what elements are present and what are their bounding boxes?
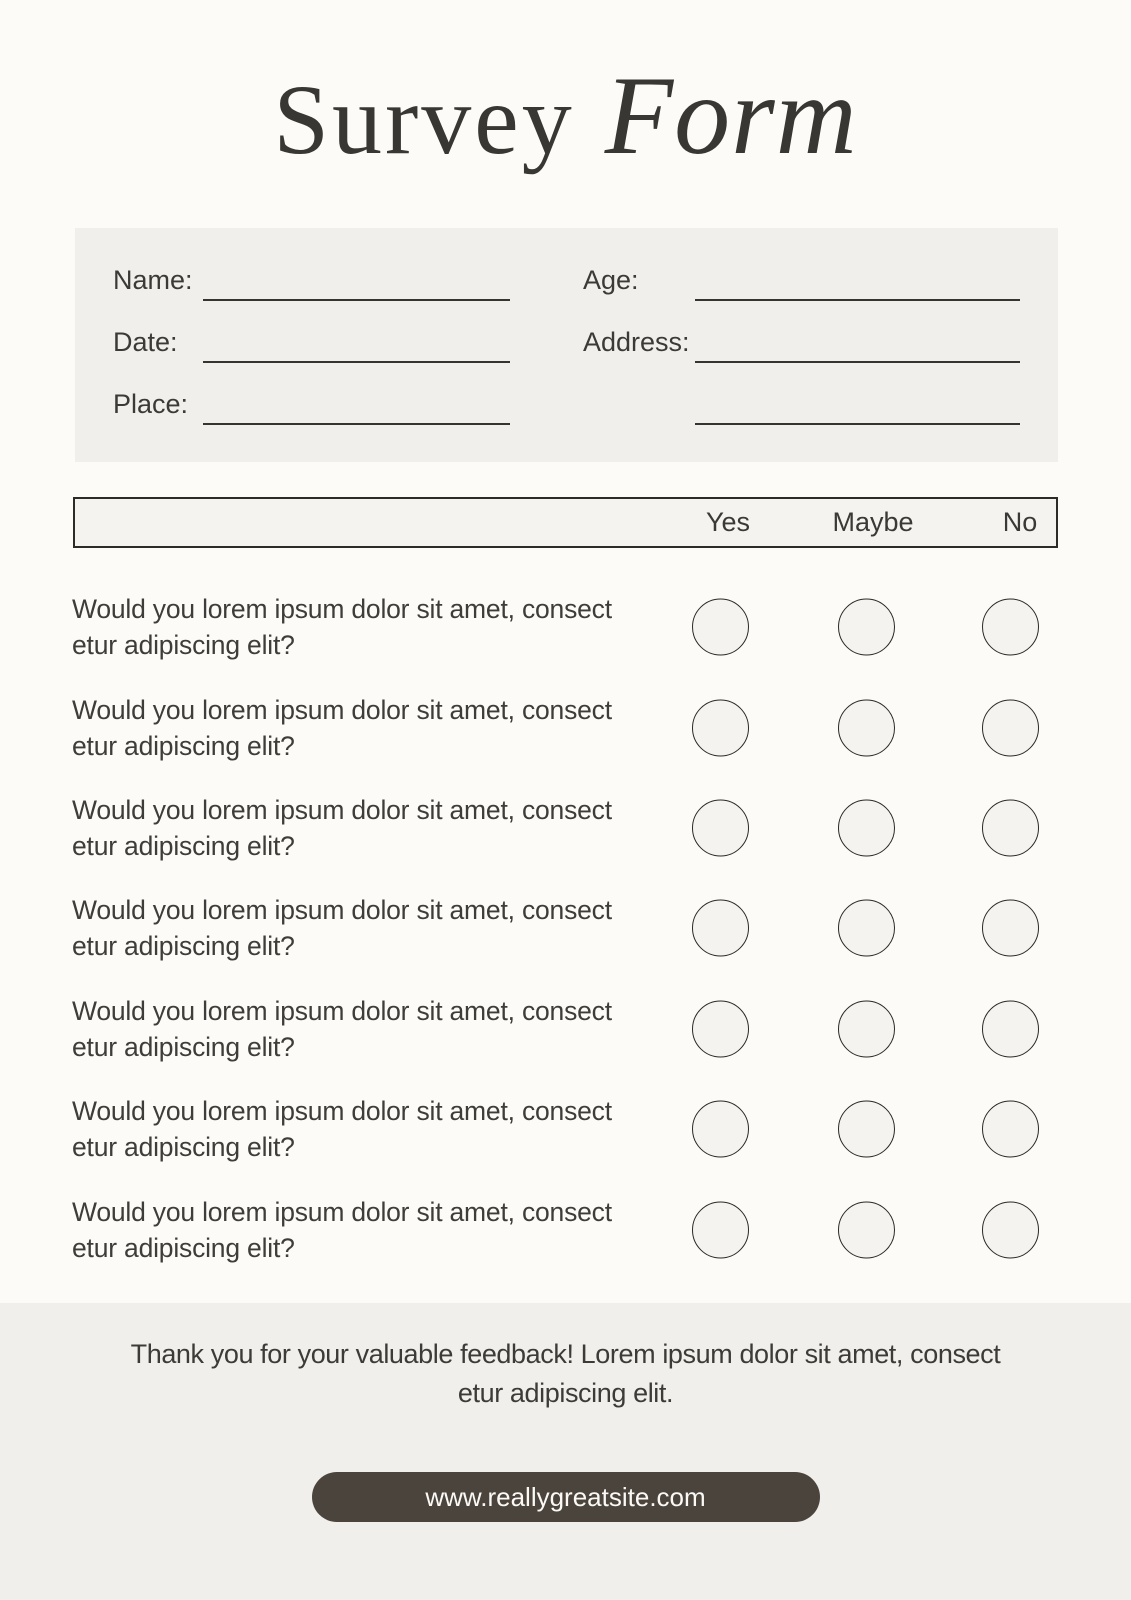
name-field-row <box>113 255 510 301</box>
age-input-line[interactable] <box>695 255 1020 301</box>
maybe-option-circle[interactable] <box>838 599 895 656</box>
question-text <box>72 591 612 663</box>
name-input-line[interactable] <box>203 255 510 301</box>
age-label: Age: <box>583 265 639 295</box>
answer-options-header <box>73 497 1058 548</box>
no-column-header: No <box>1002 507 1038 537</box>
question-line2: etur adipiscing elit? <box>72 1031 295 1062</box>
question-line1: Would you lorem ipsum dolor sit amet, consect <box>72 594 612 625</box>
title-word-survey: Survey <box>273 64 575 175</box>
question-row-6 <box>0 1079 1131 1179</box>
address-input-line[interactable] <box>695 317 1020 363</box>
yes-option-circle[interactable] <box>692 1201 749 1258</box>
place-input-line[interactable] <box>203 379 510 425</box>
no-option-circle[interactable] <box>982 1101 1039 1158</box>
yes-option-circle[interactable] <box>692 1101 749 1158</box>
maybe-option-circle[interactable] <box>838 1201 895 1258</box>
question-line1: Would you lorem ipsum dolor sit amet, consect <box>72 995 612 1026</box>
question-row-2 <box>0 677 1131 777</box>
yes-option-circle[interactable] <box>692 1000 749 1057</box>
footer <box>0 1303 1131 1600</box>
maybe-option-circle[interactable] <box>838 1000 895 1057</box>
question-text <box>72 993 612 1065</box>
page-title <box>0 52 1131 181</box>
question-line2: etur adipiscing elit? <box>72 830 295 861</box>
age-field-row <box>583 255 1020 301</box>
blank-label <box>583 418 695 425</box>
maybe-column-header: Maybe <box>832 507 914 537</box>
yes-option-circle[interactable] <box>692 699 749 756</box>
question-line1: Would you lorem ipsum dolor sit amet, consect <box>72 1196 612 1227</box>
address-field-row <box>583 317 1020 363</box>
name-label: Name: <box>113 265 193 295</box>
thank-you-text <box>0 1335 1131 1413</box>
no-option-circle[interactable] <box>982 1000 1039 1057</box>
question-line2: etur adipiscing elit? <box>72 630 295 661</box>
questions-list <box>0 577 1131 1280</box>
maybe-option-circle[interactable] <box>838 900 895 957</box>
question-line2: etur adipiscing elit? <box>72 931 295 962</box>
address-label: Address: <box>583 327 690 357</box>
thank-you-line1: Thank you for your valuable feedback! Lorem ipsum dolor sit amet, consect <box>130 1339 1001 1369</box>
question-row-3 <box>0 778 1131 878</box>
question-line1: Would you lorem ipsum dolor sit amet, consect <box>72 694 612 725</box>
question-text <box>72 792 612 864</box>
personal-info-panel <box>75 228 1058 462</box>
question-text <box>72 1194 612 1266</box>
no-option-circle[interactable] <box>982 599 1039 656</box>
no-option-circle[interactable] <box>982 699 1039 756</box>
question-text <box>72 692 612 764</box>
yes-option-circle[interactable] <box>692 799 749 856</box>
title-word-form: Form <box>604 54 858 178</box>
question-text <box>72 892 612 964</box>
question-row-1 <box>0 577 1131 677</box>
thank-you-line2: etur adipiscing elit. <box>457 1378 674 1408</box>
question-line1: Would you lorem ipsum dolor sit amet, consect <box>72 794 612 825</box>
maybe-option-circle[interactable] <box>838 1101 895 1158</box>
place-field-row <box>113 379 510 425</box>
date-input-line[interactable] <box>203 317 510 363</box>
question-line2: etur adipiscing elit? <box>72 1132 295 1163</box>
question-row-4 <box>0 878 1131 978</box>
no-option-circle[interactable] <box>982 799 1039 856</box>
question-row-5 <box>0 979 1131 1079</box>
question-row-7 <box>0 1179 1131 1279</box>
question-line2: etur adipiscing elit? <box>72 1232 295 1263</box>
question-text <box>72 1093 612 1165</box>
address-continuation-row <box>583 379 1020 425</box>
address-input-line-2[interactable] <box>695 379 1020 425</box>
no-option-circle[interactable] <box>982 900 1039 957</box>
question-line1: Would you lorem ipsum dolor sit amet, consect <box>72 895 612 926</box>
yes-option-circle[interactable] <box>692 900 749 957</box>
place-label: Place: <box>113 389 189 419</box>
maybe-option-circle[interactable] <box>838 799 895 856</box>
yes-column-header: Yes <box>705 507 751 537</box>
website-link[interactable]: www.reallygreatsite.com <box>312 1472 820 1522</box>
date-field-row <box>113 317 510 363</box>
yes-option-circle[interactable] <box>692 599 749 656</box>
date-label: Date: <box>113 327 178 357</box>
question-line1: Would you lorem ipsum dolor sit amet, consect <box>72 1096 612 1127</box>
maybe-option-circle[interactable] <box>838 699 895 756</box>
no-option-circle[interactable] <box>982 1201 1039 1258</box>
question-line2: etur adipiscing elit? <box>72 730 295 761</box>
